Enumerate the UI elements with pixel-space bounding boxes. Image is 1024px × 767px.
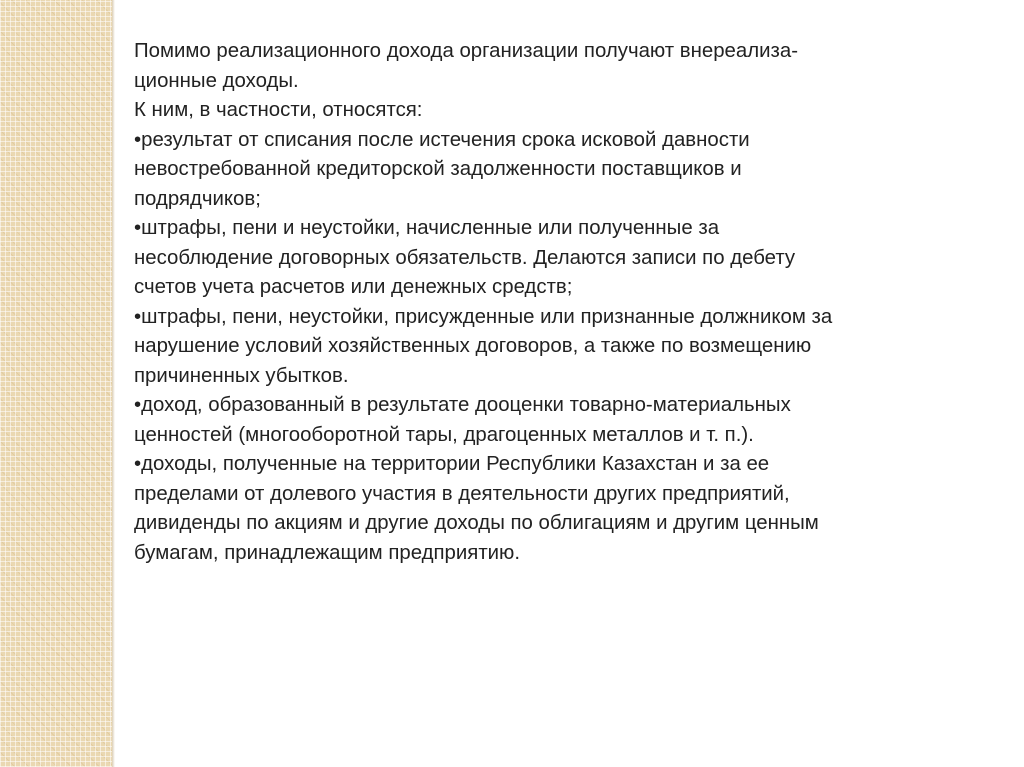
text-line: Помимо реализационного дохода организации получают внереализа-: [134, 40, 798, 62]
bullet-line: •результат от списания после истечения срока исковой давности: [134, 128, 750, 151]
text-line: невостребованной кредиторской задолженности поставщиков и: [134, 158, 742, 180]
text-line: дивиденды по акциям и другие доходы по облигациям и другим ценным: [134, 512, 819, 534]
text-line: ционные доходы.: [134, 69, 299, 92]
text-line: подрядчиков;: [134, 187, 261, 210]
decorative-pattern-strip: [0, 0, 112, 767]
text-line: К ним, в частности, относятся:: [134, 99, 423, 121]
text-line: несоблюдение договорных обязательств. Делаются записи по дебету: [134, 246, 796, 269]
text-line: нарушение условий хозяйственных договоров, а также по возмещению: [134, 335, 812, 357]
text-line: причиненных убытков.: [134, 364, 349, 387]
text-line: пределами от долевого участия в деятельности других предприятий,: [134, 482, 790, 505]
slide-text-body: [134, 37, 1014, 568]
text-line: счетов учета расчетов или денежных средств;: [134, 276, 573, 298]
bullet-line: •штрафы, пени и неустойки, начисленные или полученные за: [134, 217, 720, 239]
bullet-line: •доход, образованный в результате дооценки товарно-материальных: [134, 394, 791, 416]
bullet-line: •штрафы, пени, неустойки, присужденные или признанные должником за: [134, 305, 833, 328]
bullet-line: •доходы, полученные на территории Республики Казахстан и за ее: [134, 453, 770, 475]
text-line: ценностей (многооборотной тары, драгоценных металлов и т. п.).: [134, 423, 754, 446]
pattern-strip-edge: [112, 0, 115, 767]
text-line: бумагам, принадлежащим предприятию.: [134, 541, 521, 564]
